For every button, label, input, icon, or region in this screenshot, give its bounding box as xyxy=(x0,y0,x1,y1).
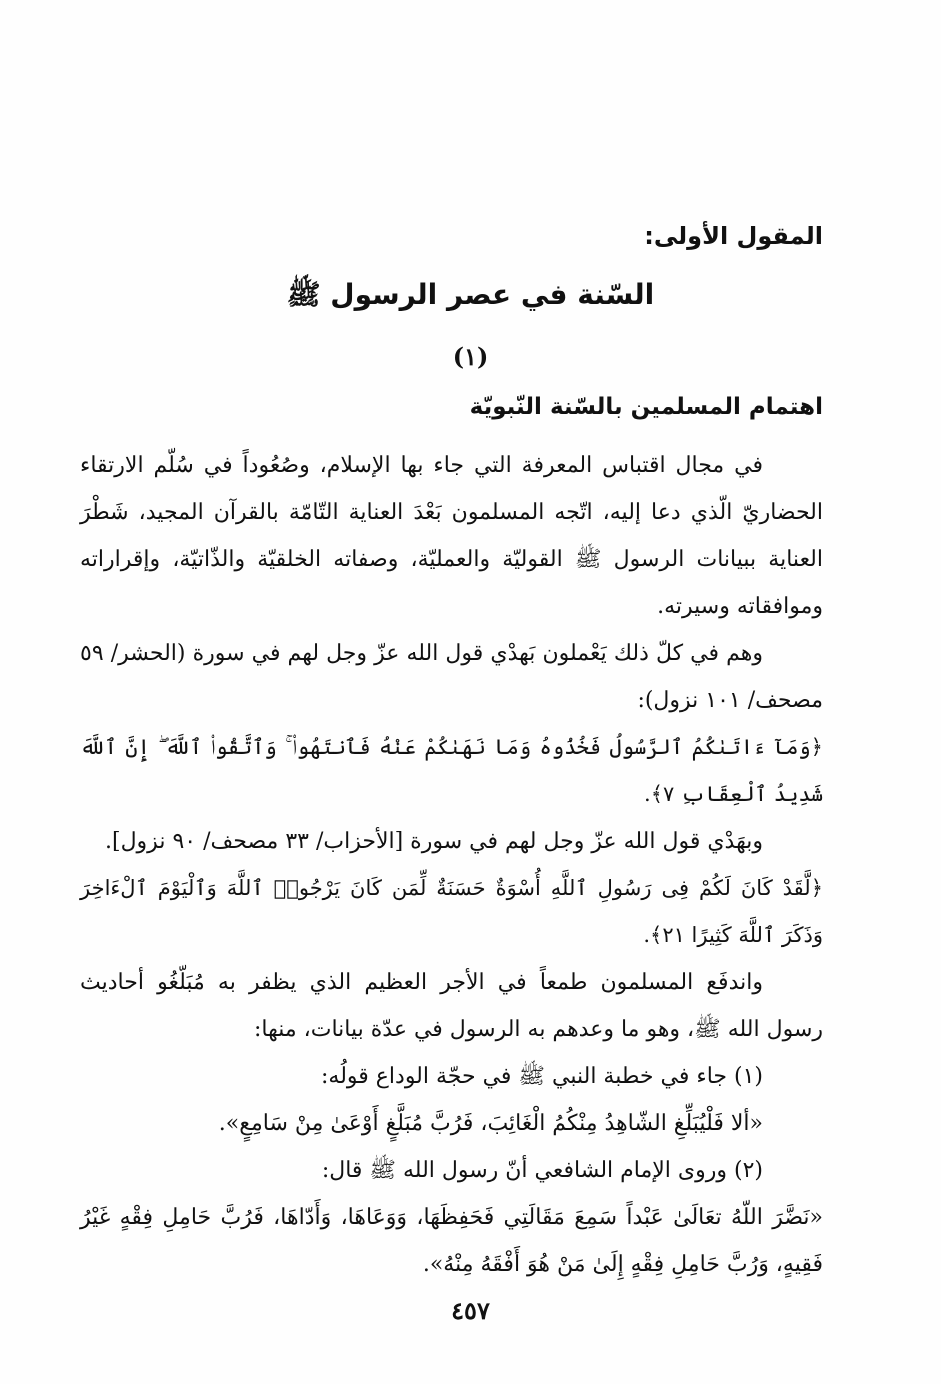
paragraph-ahzab-reference: وبهَدْي قول الله عزّ وجل لهم في سورة [الأحزاب/ ٣٣ مصحف/ ٩٠ نزول]. xyxy=(105,829,763,854)
section-number: (١) xyxy=(452,342,489,371)
paragraph-item-1: (١) جاء في خطبة النبي ﷺ في حجّة الوداع قولُه: xyxy=(321,1064,763,1089)
paragraph-item-2: (٢) وروى الإمام الشافعي أنّ رسول الله ﷺ قال: xyxy=(321,1158,763,1183)
paragraph-intro: في مجال اقتباس المعرفة التي جاء بها الإسلام، وصُعُوداً في سُلّم الارتقاء الحضاريّ الّذي دعا إليه، اتّجه المسلمون بَعْدَ العناية التّامّة بالقرآن المجيد، شَطْرَ العناية ببيانات الرسول ﷺ القوليّة والعمليّة، وصفاته الخلقيّة والذّاتيّة، وإقراراته وموافقاته وسيرته. xyxy=(80,453,823,619)
quran-verse-hashr: ﴿وَمَآ ءَاتَىٰكُمُ ٱلرَّسُولُ فَخُذُوهُ وَمَا نَهَىٰكُمْ عَنْهُ فَٱنتَهُوا۟ ۚ وَٱتَّقُوا۟ ٱللَّهَ ۖ إِنَّ ٱللَّهَ شَدِيدُ ٱلْعِقَابِ ٧﴾. xyxy=(80,735,823,806)
page-title: السّنة في عصر الرسول ﷺ xyxy=(286,278,655,311)
subheading: اهتمام المسلمين بالسّنة النّبويّة xyxy=(469,394,823,420)
hadith-quote-2: «نَضَّرَ اللّهُ تعَالَىٰ عَبْداً سَمِعَ مَقَالَتِي فَحَفِظَهَا، وَوَعَاهَا، وَأَدّاهَا، فَرُبَّ حَامِلِ فِقْهٍ غَيْرُ فَقِيهٍ، وَرُبَّ حَامِلِ فِقْهٍ إِلَىٰ مَنْ هُوَ أَفْقَهُ مِنْهُ». xyxy=(80,1205,823,1277)
quran-verse-ahzab: ﴿لَّقَدْ كَانَ لَكُمْ فِى رَسُولِ ٱللَّهِ أُسْوَةٌ حَسَنَةٌ لِّمَن كَانَ يَرْجُوا۟ ٱللَّهَ وَٱلْيَوْمَ ٱلْءَاخِرَ وَذَكَرَ ٱللَّهَ كَثِيرًا ٢١﴾. xyxy=(80,876,823,947)
hadith-quote-1: «ألا فَلْيُبَلِّغِ الشّاهِدُ مِنْكُمُ الْغَائِبَ، فَرُبَّ مُبَلَّغٍ أَوْعَىٰ مِنْ سَامِعٍ». xyxy=(218,1111,763,1136)
page-number: ٤٥٧ xyxy=(451,1296,490,1325)
paragraph-reward: واندفَع المسلمون طمعاً في الأجر العظيم الذي يظفر به مُبَلّغُو أحاديث رسول الله ﷺ، وهو ما وعدهم به الرسول في عدّة بيانات، منها: xyxy=(80,970,823,1042)
paragraph-hashr-reference: وهم في كلّ ذلك يَعْملون بَهدْي قول الله عزّ وجل لهم في سورة (الحشر/ ٥٩ مصحف/ ١٠١ نزول): xyxy=(80,641,823,713)
body-text xyxy=(80,442,823,1288)
section-label: المقول الأولى: xyxy=(644,222,823,250)
